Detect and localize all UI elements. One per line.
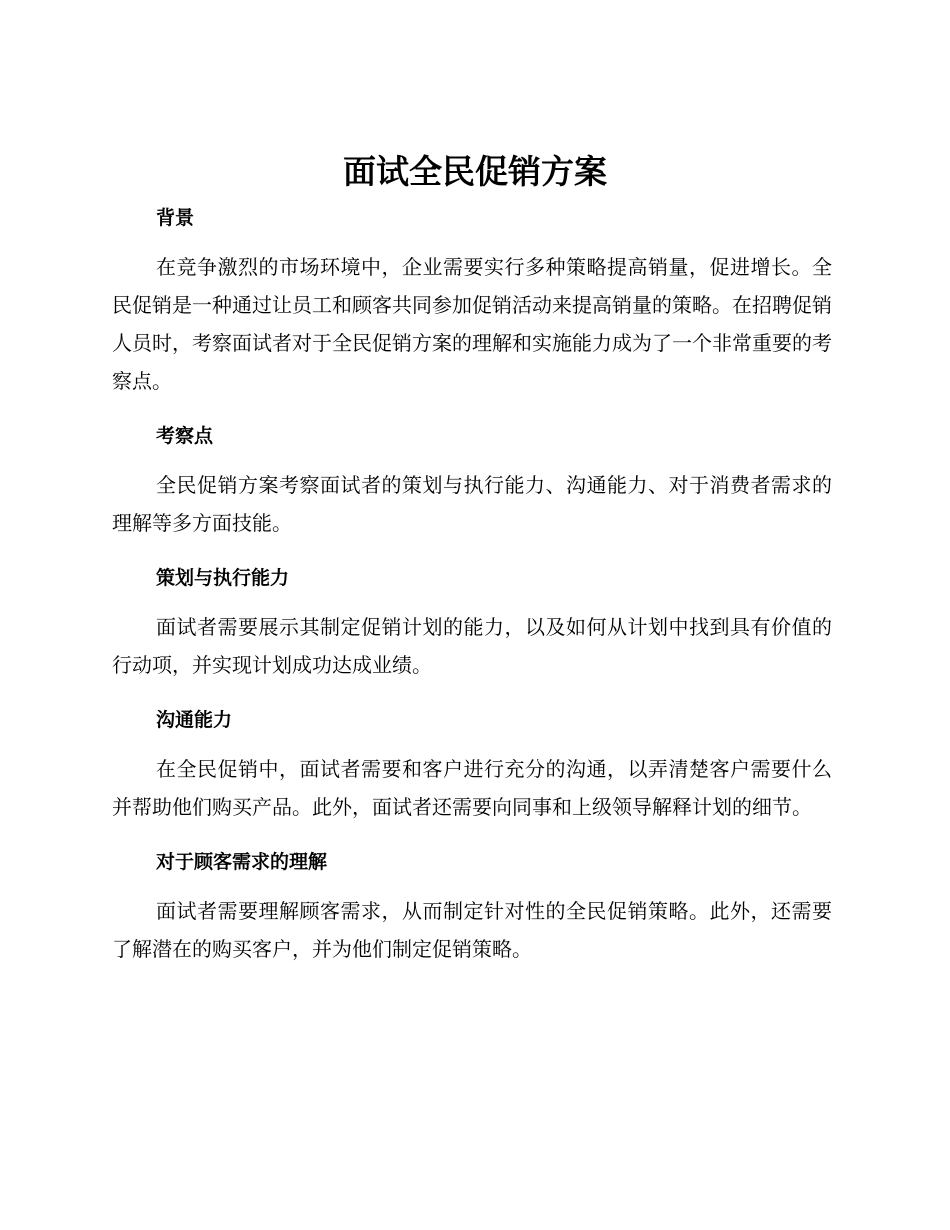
section-communication bbox=[112, 698, 832, 826]
section-paragraph: 在全民促销中，面试者需要和客户进行充分的沟通，以弄清楚客户需要什么并帮助他们购买产品。此外，面试者还需要向同事和上级领导解释计划的细节。 bbox=[112, 757, 832, 819]
document-body bbox=[112, 196, 832, 982]
section-paragraph: 在竞争激烈的市场环境中，企业需要实行多种策略提高销量，促进增长。全民促销是一种通过让员工和顾客共同参加促销活动来提高销量的策略。在招聘促销人员时，考察面试者对于全民促销方案的理解和实施能力成为了一个非常重要的考察点。 bbox=[112, 255, 832, 393]
section-heading: 沟通能力 bbox=[156, 709, 233, 731]
section-heading: 策划与执行能力 bbox=[156, 567, 290, 589]
section-assessment-points bbox=[112, 414, 832, 542]
section-paragraph: 面试者需要理解顾客需求，从而制定针对性的全民促销策略。此外，还需要了解潜在的购买客户，并为他们制定促销策略。 bbox=[112, 899, 832, 961]
section-background bbox=[112, 196, 832, 400]
section-planning-execution bbox=[112, 556, 832, 684]
section-paragraph: 面试者需要展示其制定促销计划的能力，以及如何从计划中找到具有价值的行动项，并实现计划成功达成业绩。 bbox=[112, 615, 832, 677]
document-title: 面试全民促销方案 bbox=[343, 152, 607, 191]
section-customer-needs bbox=[112, 840, 832, 968]
section-heading: 考察点 bbox=[156, 425, 214, 447]
section-heading: 背景 bbox=[156, 207, 195, 229]
section-heading: 对于顾客需求的理解 bbox=[156, 851, 328, 873]
section-paragraph: 全民促销方案考察面试者的策划与执行能力、沟通能力、对于消费者需求的理解等多方面技能。 bbox=[112, 473, 832, 535]
